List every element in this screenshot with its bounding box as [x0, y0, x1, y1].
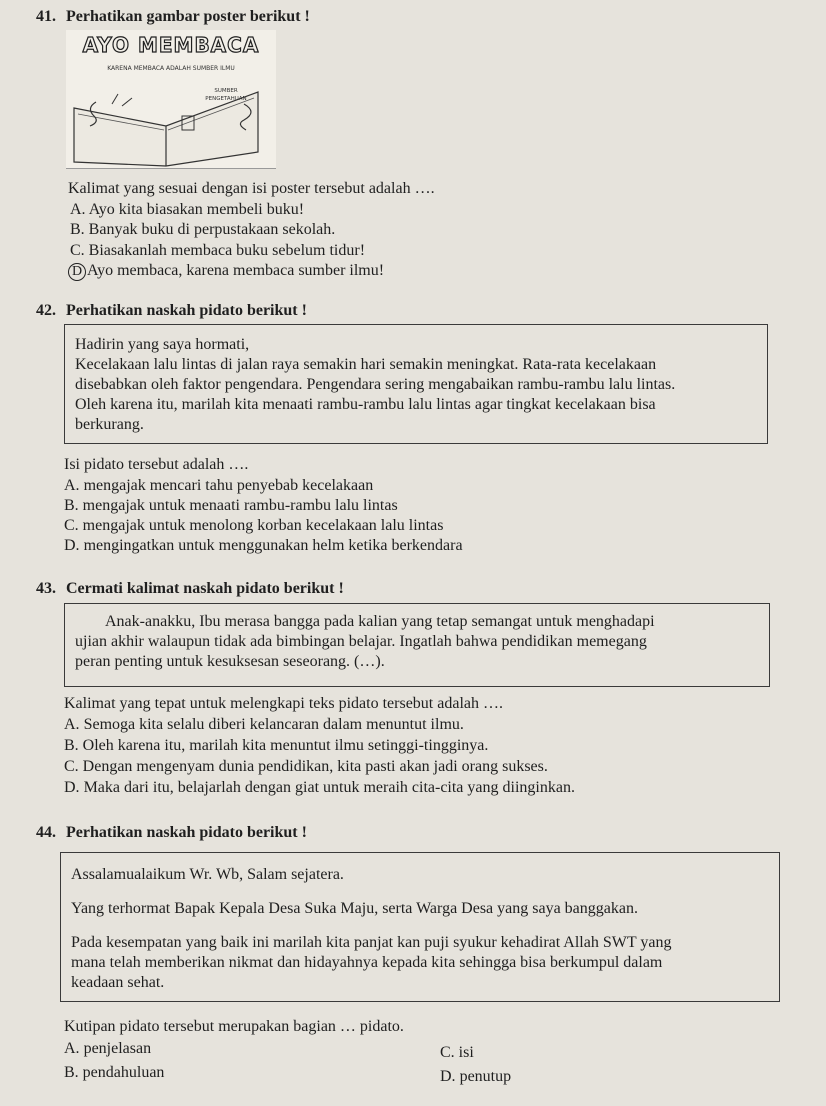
q42-option-b[interactable] [64, 497, 398, 515]
option-text: pendahuluan [82, 1064, 165, 1081]
passage-line: berkurang. [75, 416, 144, 433]
q43-header [36, 580, 344, 598]
option-text: Ayo membaca, karena membaca sumber ilmu! [87, 262, 385, 279]
option-text: penjelasan [83, 1040, 152, 1057]
passage-line: disebabkan oleh faktor pengendara. Pengendara sering mengabaikan rambu-rambu lalu lintas. [75, 376, 676, 393]
reading-poster [66, 30, 276, 169]
option-letter: C. [64, 517, 79, 534]
passage-line: ujian akhir walaupun tidak ada bimbingan belajar. Ingatlah bahwa pendidikan memegang [75, 633, 647, 650]
passage-line: peran penting untuk kesuksesan seseorang. (…). [75, 653, 385, 670]
option-letter: B. [64, 497, 79, 514]
option-letter: C. [440, 1044, 455, 1061]
q42-option-d[interactable] [64, 537, 463, 555]
passage-line: Pada kesempatan yang baik ini marilah kita panjat kan puji syukur kehadirat Allah SWT yang [71, 934, 672, 951]
passage-line: Assalamualaikum Wr. Wb, Salam sejatera. [71, 866, 344, 883]
q44-option-d[interactable] [440, 1068, 511, 1086]
book-label-line2: PENGETAHUAN [205, 96, 247, 102]
q43-option-a[interactable] [64, 716, 464, 734]
selected-answer-circle: D [68, 263, 86, 281]
q41-option-b[interactable] [70, 221, 335, 239]
poster-illustration [66, 30, 276, 168]
q41-option-a[interactable] [70, 201, 304, 219]
q42-number: 42. [36, 302, 56, 319]
option-text: Dengan mengenyam dunia pendidikan, kita pasti akan jadi orang sukses. [82, 758, 548, 775]
option-letter: D. [440, 1068, 456, 1085]
q42-passage-box [64, 324, 768, 444]
book-label-line1: SUMBER [214, 88, 238, 94]
option-letter: C. [70, 242, 85, 259]
passage-line: Hadirin yang saya hormati, [75, 336, 250, 353]
option-text: Maka dari itu, belajarlah dengan giat untuk meraih cita-cita yang diinginkan. [83, 779, 575, 796]
q44-number: 44. [36, 824, 56, 841]
option-letter: A. [64, 1040, 80, 1057]
q44-option-a[interactable] [64, 1040, 151, 1058]
passage-line: Yang terhormat Bapak Kepala Desa Suka Maju, serta Warga Desa yang saya banggakan. [71, 900, 638, 917]
q43-title: Cermati kalimat naskah pidato berikut ! [66, 580, 344, 597]
q43-option-c[interactable] [64, 758, 548, 776]
passage-line: mana telah memberikan nikmat dan hidayahnya kepada kita sehingga bisa berkumpul dalam [71, 954, 663, 971]
option-text: Semoga kita selalu diberi kelancaran dalam menuntut ilmu. [83, 716, 464, 733]
passage-line: keadaan sehat. [71, 974, 165, 991]
poster-heading: AYO MEMBACA [82, 33, 260, 57]
option-letter: D. [64, 779, 80, 796]
q43-option-b[interactable] [64, 737, 488, 755]
option-text: Ayo kita biasakan membeli buku! [88, 201, 305, 218]
option-text: mengingatkan untuk menggunakan helm ketika berkendara [83, 537, 463, 554]
q43-option-d[interactable] [64, 779, 575, 797]
option-letter: A. [70, 201, 86, 218]
q43-prompt: Kalimat yang tepat untuk melengkapi teks pidato tersebut adalah …. [64, 695, 503, 712]
option-text: isi [458, 1044, 474, 1061]
option-text: Biasakanlah membaca buku sebelum tidur! [88, 242, 366, 259]
q42-option-c[interactable] [64, 517, 443, 535]
q44-passage-box [60, 852, 780, 1002]
option-letter: B. [64, 1064, 79, 1081]
passage-line: Anak-anakku, Ibu merasa bangga pada kalian yang tetap semangat untuk menghadapi [105, 613, 655, 630]
poster-subtitle: KARENA MEMBACA ADALAH SUMBER ILMU [107, 65, 235, 72]
q44-option-b[interactable] [64, 1064, 164, 1082]
option-text: Oleh karena itu, marilah kita menuntut ilmu setinggi-tingginya. [82, 737, 489, 754]
option-letter: A. [64, 716, 80, 733]
q41-title: Perhatikan gambar poster berikut ! [66, 8, 310, 25]
q44-option-c[interactable] [440, 1044, 474, 1062]
q41-header [36, 8, 310, 26]
q41-option-c[interactable] [70, 242, 365, 260]
option-letter: A. [64, 477, 80, 494]
passage-line: Oleh karena itu, marilah kita menaati rambu-rambu lalu lintas agar tingkat kecelakaan bisa [75, 396, 656, 413]
option-text: Banyak buku di perpustakaan sekolah. [88, 221, 336, 238]
passage-line: Kecelakaan lalu lintas di jalan raya semakin hari semakin meningkat. Rata-rata kecelakaan [75, 356, 657, 373]
q41-option-d-selected[interactable] [68, 262, 384, 281]
option-text: mengajak untuk menolong korban kecelakaan lalu lintas [82, 517, 444, 534]
option-text: mengajak mencari tahu penyebab kecelakaan [83, 477, 374, 494]
q44-title: Perhatikan naskah pidato berikut ! [66, 824, 307, 841]
option-letter: D. [64, 537, 80, 554]
q42-title: Perhatikan naskah pidato berikut ! [66, 302, 307, 319]
option-letter: B. [64, 737, 79, 754]
q42-option-a[interactable] [64, 477, 373, 495]
q43-passage-box [64, 603, 770, 687]
q42-prompt: Isi pidato tersebut adalah …. [64, 456, 249, 473]
option-letter: B. [70, 221, 85, 238]
q42-header [36, 302, 307, 320]
q41-number: 41. [36, 8, 56, 25]
option-text: mengajak untuk menaati rambu-rambu lalu lintas [82, 497, 398, 514]
q44-header [36, 824, 307, 842]
option-text: penutup [459, 1068, 512, 1085]
q43-number: 43. [36, 580, 56, 597]
q44-prompt: Kutipan pidato tersebut merupakan bagian … pidato. [64, 1018, 404, 1035]
option-letter: C. [64, 758, 79, 775]
q41-prompt: Kalimat yang sesuai dengan isi poster tersebut adalah …. [68, 180, 435, 197]
